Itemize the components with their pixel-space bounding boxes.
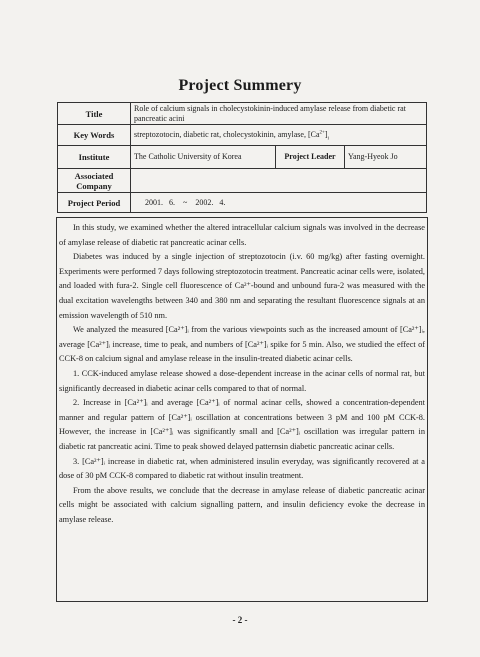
page-title: Project Summery <box>178 77 302 94</box>
summary-paragraph-7: From the above results, we conclude that the decrease in amylase release of diabetic pancreatic acinar cells might be associated with calcium signalling pattern, and insulin deficiency evoke the decrease in amylase release. <box>59 485 425 524</box>
period-label: Project Period <box>58 193 131 213</box>
keywords-row <box>58 125 427 146</box>
institute-row <box>58 146 427 169</box>
title-label: Title <box>58 103 131 125</box>
project-info-table <box>57 102 427 213</box>
leader-label: Project Leader <box>276 146 345 169</box>
institute-label: Institute <box>58 146 131 169</box>
period-value: 2001. 6. ~ 2002. 4. <box>131 193 427 213</box>
period-row <box>58 193 427 213</box>
summary-paragraph-2: Diabetes was induced by a single injection of streptozotocin (i.v. 60 mg/kg) after fasting overnight. Experiments were performed 7 days following streptozotocin treatment. Pancreatic acinar cells were, isolated, and loaded with fura-2. Single cell fluorescence of Ca²⁺-bound and unbound fura-2 was measured with the dual excitation wavelengths between 340 and 380 nm and separating the resultant fluorescence signals at an emission wavelength of 510 nm. <box>59 252 425 320</box>
summary-paragraph-1: In this study, we examined whether the altered intracellular calcium signals was involved in the decrease of amylase release of diabetic rat pancreatic acinar cells. <box>59 223 425 247</box>
company-label: Associated Company <box>58 169 131 193</box>
leader-value: Yang-Hyeok Jo <box>345 146 427 169</box>
keywords-value: streptozotocin, diabetic rat, cholecystokinin, amylase, $[Ca^{2+}]_i$ <box>131 125 427 146</box>
company-row <box>58 169 427 193</box>
institute-value: The Catholic University of Korea <box>131 146 276 169</box>
summary-paragraph-4: 1. CCK-induced amylase release showed a dose-dependent increase in the acinar cells of normal rat, but significantly decreased in diabetic acinar cells compared to that of normal. <box>59 368 425 393</box>
title-value: Role of calcium signals in cholecystokinin-induced amylase release from diabetic rat pancreatic acini <box>131 103 427 125</box>
page-number: - 2 - <box>232 615 248 625</box>
summary-paragraph-6: 3. [Ca²⁺]ᵢ increase in diabetic rat, when administered insulin everyday, was significantly recovered at a dose of 30 pM CCK-8 compared to diabetic rat without insulin treatment. <box>59 456 425 481</box>
title-row <box>58 103 427 125</box>
keywords-label: Key Words <box>58 125 131 146</box>
summary-paragraph-5: 2. Increase in [Ca²⁺]ᵢ and average [Ca²⁺]ᵢ of normal acinar cells, showed a concentration-dependent manner and regular pattern of [Ca²⁺]ᵢ oscillation at concentrations between 3 pM and 100 pM CCK-8. However, the increase in [Ca²⁺]ᵢ was significantly small and [Ca²⁺]ᵢ oscillation was irregular pattern in diabetic rat pancreatic acini. Time to peak showed delayed patternsin diabetic pancreatic acinar cells. <box>59 398 425 451</box>
summary-box <box>56 217 428 602</box>
summary-paragraph-3: We analyzed the measured [Ca²⁺]ᵢ from the various viewpoints such as the increased amount of [Ca²⁺]ᵢ, average [Ca²⁺]ᵢ increase, time to peak, and numbers of [Ca²⁺]ᵢ spike for 5 min. Also, we studied the effect of CCK-8 on calcium signal and amylase release in the insulin-treated diabetic acinar cells. <box>59 325 425 364</box>
company-value <box>131 169 427 193</box>
